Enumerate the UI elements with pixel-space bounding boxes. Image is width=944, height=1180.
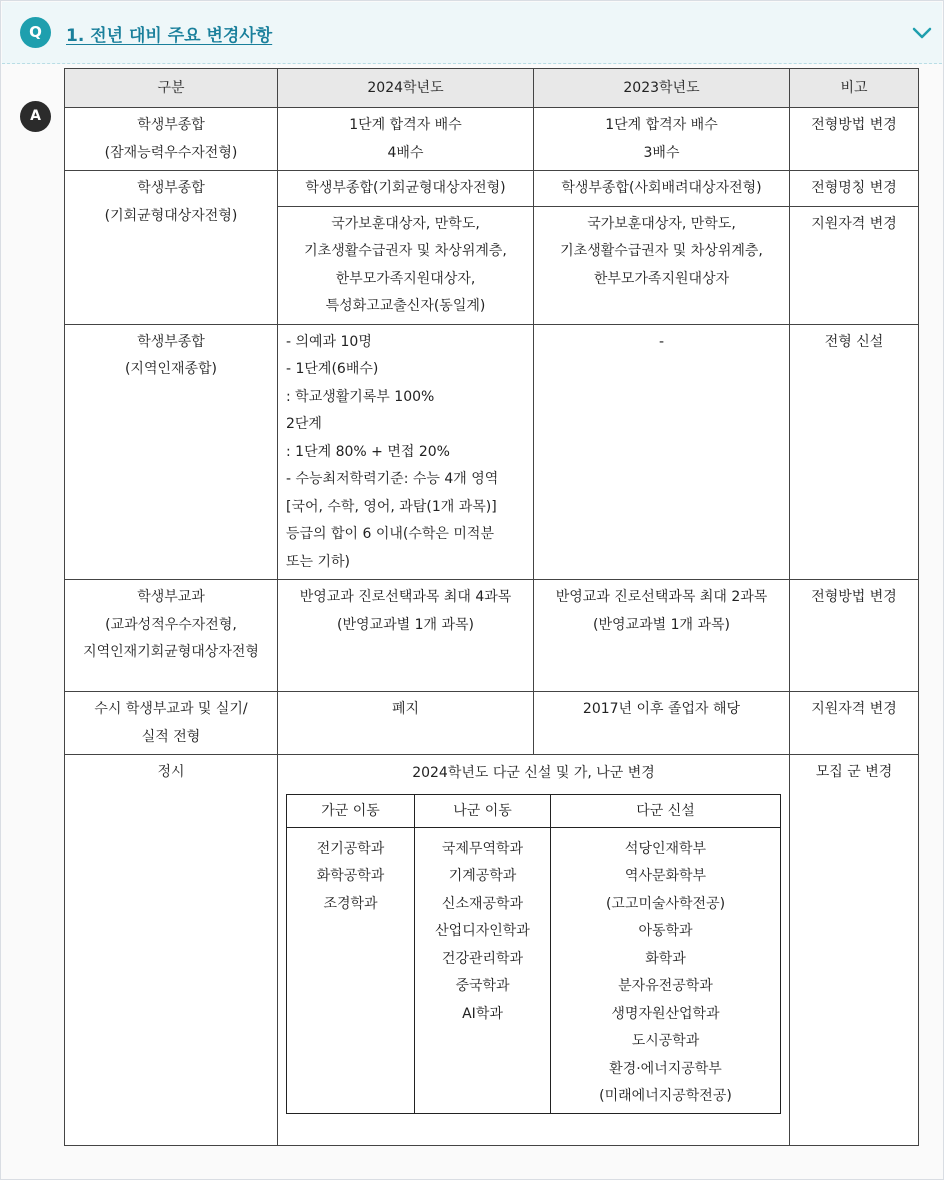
- row-note: 모집 군 변경: [790, 755, 919, 1146]
- sub-header-da: 다군 신설: [551, 794, 781, 827]
- row-note: 전형명칭 변경: [790, 171, 919, 207]
- row-2023: 학생부종합(사회배려대상자전형): [534, 171, 790, 207]
- row-category: 학생부종합 (기회균형대상자전형): [65, 171, 278, 325]
- table-row: [65, 171, 919, 207]
- row-2024: 국가보훈대상자, 만학도, 기초생활수급권자 및 차상위계층, 한부모가족지원대상자, 특성화고교출신자(동일계): [278, 206, 534, 324]
- row-category: 학생부교과 (교과성적우수자전형, 지역인재기회균형대상자전형: [65, 580, 278, 692]
- row-2023: -: [534, 324, 790, 580]
- sub-header-na: 나군 이동: [415, 794, 551, 827]
- row-2024: 학생부종합(기회균형대상자전형): [278, 171, 534, 207]
- header-category: 구분: [65, 69, 278, 108]
- da-list: 석당인재학부 역사문화학부 (고고미술사학전공) 아동학과 화학과 분자유전공학과 생명자원산업학과 도시공학과 환경·에너지공학부 (미래에너지공학전공): [551, 827, 781, 1113]
- row-category: 수시 학생부교과 및 실기/ 실적 전형: [65, 692, 278, 755]
- ga-list: 전기공학과 화학공학과 조경학과: [287, 827, 415, 1113]
- sub-table-row: [287, 827, 781, 1113]
- row-2023: 2017년 이후 졸업자 해당: [534, 692, 790, 755]
- row-2024: - 의예과 10명 - 1단계(6배수) : 학교생활기록부 100% 2단계 : 1단계 80% + 면접 20% - 수능최저학력기준: 수능 4개 영역 [국어, 수학, 영어, 과탐(1개 과목)] 등급의 합이 6 이내(수학은 미적분 또는 기하): [278, 324, 534, 580]
- row-category: 학생부종합 (지역인재종합): [65, 324, 278, 580]
- row-jeongsi-detail: [278, 755, 790, 1146]
- row-2024: 폐지: [278, 692, 534, 755]
- row-2023: 1단계 합격자 배수 3배수: [534, 108, 790, 171]
- table-row: [65, 755, 919, 1146]
- header-note: 비고: [790, 69, 919, 108]
- row-2023: 국가보훈대상자, 만학도, 기초생활수급권자 및 차상위계층, 한부모가족지원대상자: [534, 206, 790, 324]
- row-note: 지원자격 변경: [790, 692, 919, 755]
- na-list: 국제무역학과 기계공학과 신소재공학과 산업디자인학과 건강관리학과 중국학과 AI학과: [415, 827, 551, 1113]
- row-note: 전형 신설: [790, 324, 919, 580]
- table-header-row: [65, 69, 919, 108]
- table-row: [65, 324, 919, 580]
- header-2023: 2023학년도: [534, 69, 790, 108]
- changes-table: [64, 68, 919, 1146]
- header-2024: 2024학년도: [278, 69, 534, 108]
- sub-header-ga: 가군 이동: [287, 794, 415, 827]
- row-note: 전형방법 변경: [790, 580, 919, 692]
- row-2024: 1단계 합격자 배수 4배수: [278, 108, 534, 171]
- question-badge: Q: [20, 17, 51, 48]
- question-title[interactable]: 1. 전년 대비 주요 변경사항: [66, 26, 273, 46]
- chevron-down-icon[interactable]: [909, 24, 935, 42]
- group-change-table: [286, 794, 781, 1114]
- table-row: [65, 108, 919, 171]
- table-row: [65, 692, 919, 755]
- row-category: 정시: [65, 755, 278, 1146]
- row-2023: 반영교과 진로선택과목 최대 2과목 (반영교과별 1개 과목): [534, 580, 790, 692]
- row-category: 학생부종합 (잠재능력우수자전형): [65, 108, 278, 171]
- row-note: 전형방법 변경: [790, 108, 919, 171]
- row-note: 지원자격 변경: [790, 206, 919, 324]
- sub-header-row: [287, 794, 781, 827]
- jeongsi-subtitle: 2024학년도 다군 신설 및 가, 나군 변경: [412, 765, 655, 781]
- question-header[interactable]: [2, 2, 942, 64]
- row-2024: 반영교과 진로선택과목 최대 4과목 (반영교과별 1개 과목): [278, 580, 534, 692]
- table-row: [65, 580, 919, 692]
- answer-badge: A: [20, 101, 51, 132]
